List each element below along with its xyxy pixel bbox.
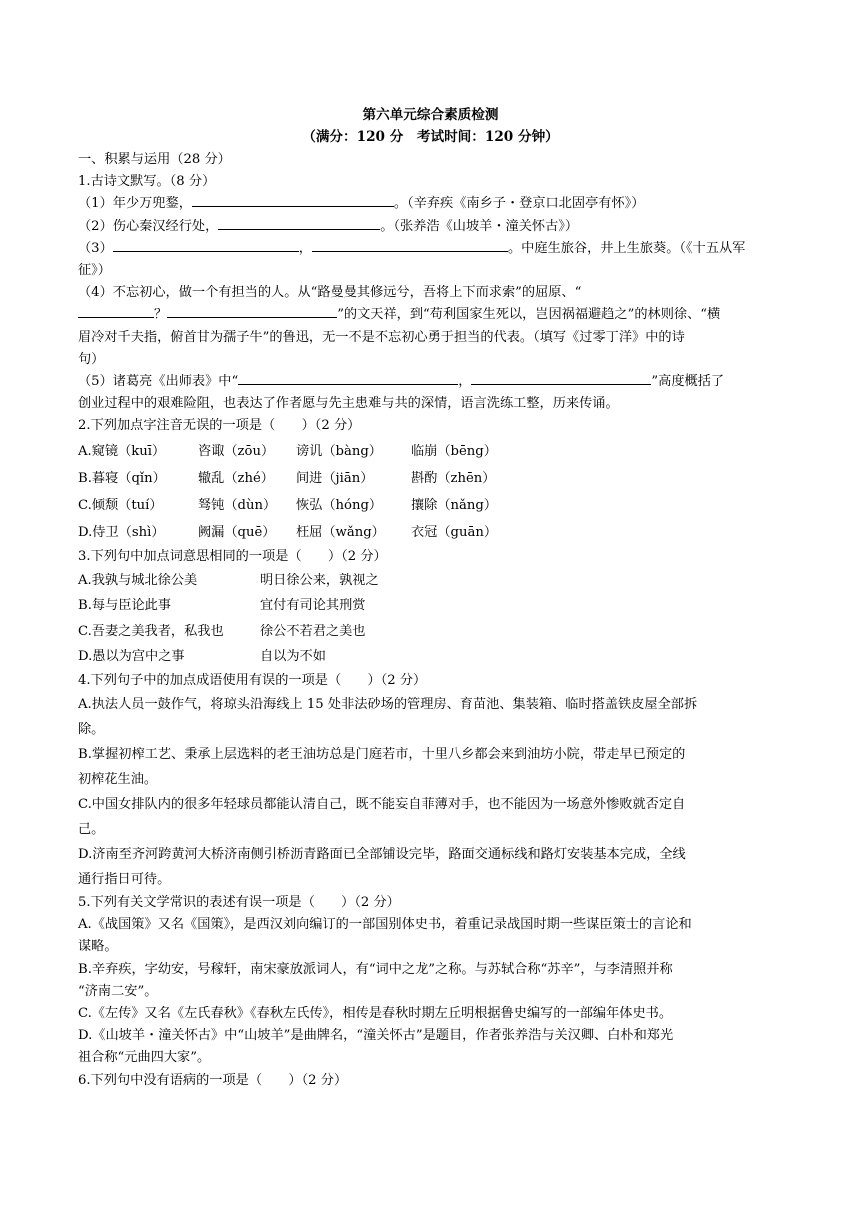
option-row [78,619,783,645]
item-text: （1）年少万兜鍪， [78,196,192,212]
question-1-item-4: （4）不忘初心，做一个有担当的人。从“路曼曼其修远兮，吾将上下而求索”的屈原、“ [78,285,582,301]
option-row [78,492,783,519]
item-text: （5）诸葛亮《出师表》中“ [78,374,239,390]
item-text: （2）伤心秦汉经行处， [78,218,219,234]
option-row [78,568,783,594]
option-cell: 枉屈（wǎng） [296,524,385,540]
question-1-item-2 [78,216,783,238]
option-cell: 自以为不如 [260,649,326,665]
option-c: C.《左传》又名《左氏春秋》《春秋左氏传》，相传是春秋时期左丘明根据鲁史编写的一部编年体史书。 [78,1006,673,1022]
option-a-cont: 谋略。 [78,939,118,955]
question-4-stem: 4.下列句子中的加点成语使用有误的一项是（ ）（2 分） [78,672,427,688]
option-c: C.中国女排队内的很多年轻球员都能认清自己，既不能妄自菲薄对手，也不能因为一场意外惨败就否定自 [78,797,686,813]
answer-blank[interactable] [113,239,299,252]
question-5-stem: 5.下列有关文学常识的表述有误一项是（ ）（2 分） [78,895,400,911]
option-cell: 临崩（bēng） [411,443,497,459]
question-2-stem: 2.下列加点字注音无误的一项是（ ）（2 分） [78,418,361,434]
option-cell: A.窥镜（kuī） [78,443,166,459]
item-text: 。（张养浩《山坡羊・潼关怀古》） [380,218,579,234]
option-row [78,465,783,492]
option-cell: D.愚以为宫中之事 [78,649,185,665]
answer-blank[interactable] [218,217,380,230]
option-cell: 辙乱（zhé） [198,470,274,486]
option-cell: 衣冠（guān） [411,524,498,540]
option-row [78,519,783,546]
answer-blank[interactable] [471,372,651,385]
item-text: ， [298,240,312,256]
section-heading: 一、积累与运用（28 分） [78,152,231,167]
option-cell: 间进（jiān） [296,470,374,486]
option-d-cont: 通行指日可待。 [78,872,171,888]
option-a: A.执法人员一鼓作气，将琼头沿海线上 15 处非法砂场的管理房、育苗池、集装箱、临时搭盖铁皮屋全部拆 [78,697,698,713]
option-d: D.济南至齐河跨黄河大桥济南侧引桥沥青路面已全部铺设完毕，路面交通标线和路灯安装基本完成，全线 [78,847,686,863]
option-cell: 驽钝（dùn） [198,497,277,513]
question-1-item-4-cont2: 眉冷对千夫指，俯首甘为孺子牛”的鲁迅，无一不是不忘初心勇于担当的代表。（填写《过零丁洋》中的诗 [78,329,685,345]
question-1-item-5 [78,371,783,393]
option-c-cont: 己。 [78,822,105,838]
answer-blank[interactable] [312,239,508,252]
page-subtitle: （满分：120 分 考试时间：120 分钟） [302,129,559,145]
option-a: A.《战国策》又名《国策》，是西汉刘向编订的一部国别体史书，着重记录战国时期一些谋臣策士的言论和 [78,917,692,933]
page-title: 第六单元综合素质检测 [362,107,499,123]
option-cell: A.我孰与城北徐公美 [78,572,198,588]
answer-blank[interactable] [78,305,154,318]
option-cell: 谤讥（bàng） [296,443,382,459]
option-b: B.辛弃疾，字幼安，号稼轩，南宋豪放派词人，有“词中之龙”之称。与苏轼合称“苏辛”，与李清照并称 [78,961,673,977]
question-1-item-5-cont: 创业过程中的艰难险阻，也表达了作者愿与先主患难与共的深情，语言洗练工整，历来传诵。 [78,396,619,412]
item-text: ， [458,374,472,390]
item-text: ”高度概括了 [651,374,725,390]
option-cell: 恢弘（hóng） [296,497,383,513]
item-text: 。中庭生旅谷，井上生旅葵。（《十五从军 [507,240,746,256]
question-6-stem: 6.下列句中没有语病的一项是（ ）（2 分） [78,1072,348,1088]
option-a-cont: 除。 [78,722,105,738]
option-cell: 宜付有司论其刑赏 [260,598,366,614]
option-cell: B.暮寝（qǐn） [78,470,166,486]
item-text: ”的文天祥，到“苟利国家生死以，岂因祸福避趋之”的林则徐、“横 [337,307,721,323]
option-cell: C.倾颓（tuí） [78,497,163,513]
question-1-item-1 [78,193,783,215]
option-cell: 明日徐公来，孰视之 [260,572,379,588]
question-1-item-4-cont [78,304,783,326]
option-d-cont: 祖合称“元曲四大家”。 [78,1050,211,1066]
option-row [78,438,783,465]
answer-blank[interactable] [167,305,337,318]
option-b-cont: 初榨花生油。 [78,772,158,788]
option-cell: 徐公不若君之美也 [260,623,366,639]
option-cell: C.吾妻之美我者，私我也 [78,623,224,639]
option-b: B.掌握初榨工艺、秉承上层选料的老王油坊总是门庭若市，十里八乡都会来到油坊小院，带走早已预定的 [78,747,686,763]
option-cell: 斟酌（zhēn） [411,470,496,486]
item-text: （3） [78,240,113,256]
option-cell: 阙漏（quē） [198,524,276,540]
question-3-stem: 3.下列句中加点词意思相同的一项是（ ）（2 分） [78,548,387,564]
option-cell: 攘除（nǎng） [411,497,498,513]
option-row [78,644,783,670]
exam-page [78,104,783,1092]
option-cell: B.每与臣论此事 [78,598,172,614]
item-text: 。（辛弃疾《南乡子・登京口北固亭有怀》） [393,196,645,212]
question-1-item-4-cont3: 句） [78,351,105,367]
answer-blank[interactable] [192,194,394,207]
option-d: D.《山坡羊・潼关怀古》中“山坡羊”是曲牌名，“潼关怀古”是题目，作者张养浩与关汉卿、白朴和郑光 [78,1028,674,1044]
question-1-item-3 [78,238,783,260]
question-1-stem: 1.古诗文默写。（8 分） [78,174,216,190]
option-b-cont: “济南二安”。 [78,983,158,999]
item-text: ？ [154,307,168,323]
option-row [78,593,783,619]
option-cell: 咨诹（zōu） [198,443,275,459]
question-1-item-3-cont: 征》） [78,263,111,279]
option-cell: D.侍卫（shì） [78,524,165,540]
answer-blank[interactable] [238,372,458,385]
